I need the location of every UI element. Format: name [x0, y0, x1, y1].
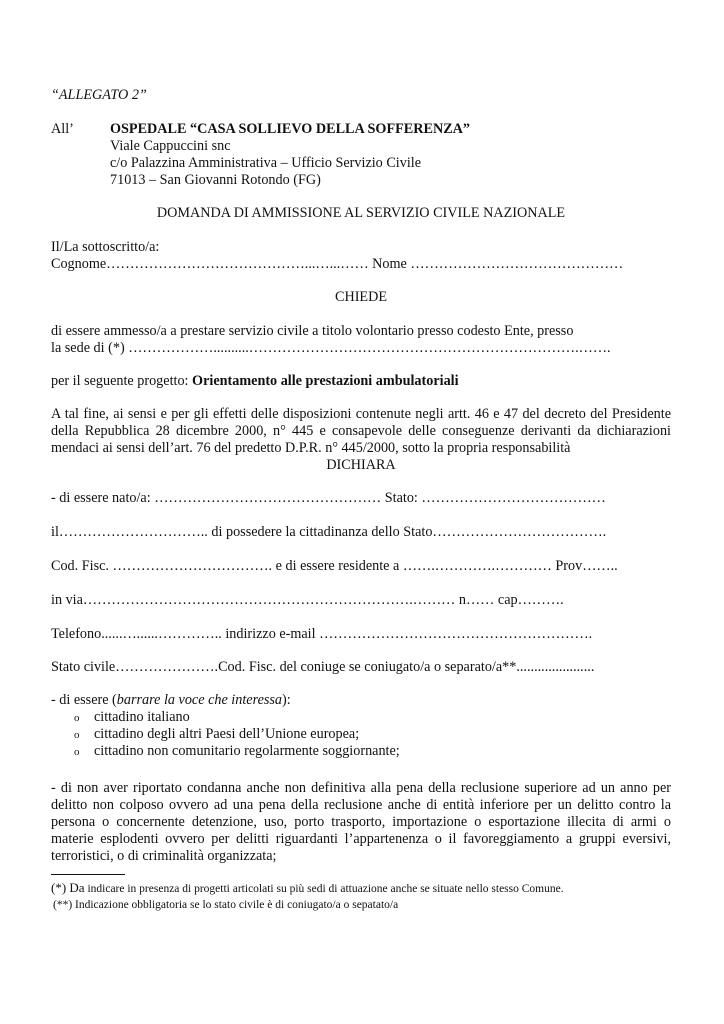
annex-label: “ALLEGATO 2” — [51, 87, 147, 103]
declaration-intro: A tal fine, ai sensi e per gli effetti delle disposizioni contenute negli artt. 46 e 47 del decreto del Presidente della Repubblica 28 dicembre 2000, n° 445 e consapevole delle conseguenze derivanti da dichiarazioni mendaci ai sensi dell’art. 76 del predetto D.P.R. n° 445/2000, sotto la propria responsabilità — [51, 406, 671, 456]
citizenship-choice-label: - di essere (barrare la voce che interessa): — [51, 692, 291, 708]
footnote-divider — [51, 874, 125, 875]
residence-field[interactable]: Cod. Fisc. ……………………………. e di essere residente a …….………….………… Prov…….. — [51, 558, 618, 574]
checkbox-circle-icon[interactable]: o — [74, 712, 80, 724]
recipient-office: c/o Palazzina Amministrativa – Ufficio Servizio Civile — [110, 155, 422, 171]
phone-email-field[interactable]: Telefono......…......………….. indirizzo e-mail …………………………………………………. — [51, 626, 593, 642]
recipient-name: OSPEDALE “CASA SOLLIEVO DELLA SOFFERENZA” — [110, 121, 471, 137]
choice-instruction: barrare la voce che interessa — [116, 692, 283, 708]
document-title: DOMANDA DI AMMISSIONE AL SERVIZIO CIVILE NAZIONALE — [156, 205, 566, 221]
request-heading: CHIEDE — [334, 289, 387, 305]
option-non-eu[interactable]: o cittadino non comunitario regolarmente soggiornante; — [74, 743, 400, 759]
option-eu[interactable]: o cittadino degli altri Paesi dell’Unione europea; — [74, 726, 360, 742]
civil-status-field[interactable]: Stato civile………………….Cod. Fisc. del coniuge se coniugato/a o separato/a**...................... — [51, 659, 595, 675]
citizenship-field[interactable]: il………………………….. di possedere la cittadinanza dello Stato………………………………. — [51, 524, 607, 540]
checkbox-circle-icon[interactable]: o — [74, 729, 80, 741]
project-name: Orientamento alle prestazioni ambulatoriali — [192, 373, 459, 389]
surname-name-field[interactable]: Cognome……………………………………...…...…… Nome ……………………………………… — [51, 256, 624, 272]
address-to-label: All’ — [51, 121, 74, 137]
birth-field[interactable]: - di essere nato/a: ………………………………………… Stato: ………………………………… — [51, 490, 606, 506]
conviction-clause: - di non aver riportato condanna anche non definitiva alla pena della reclusione superiore ad un anno per delitto non colposo ovvero ad una pena della reclusione anche di entità inferiore per un delitto contro la persona o concernente detenzione, uso, porto trasporto, importazione o esportazione illecita di armi o materie esplodenti ovvero per delitti riguardanti l’appartenenza o il favoreggiamento a gruppi eversivi, terroristici, o di criminalità organizzata; — [51, 780, 671, 864]
street-field[interactable]: in via…………………………………………………………….……… n…… cap………. — [51, 592, 564, 608]
request-line-1: di essere ammesso/a a prestare servizio civile a titolo volontario presso codesto Ente, presso — [51, 323, 574, 339]
option-italian[interactable]: o cittadino italiano — [74, 709, 190, 725]
recipient-street: Viale Cappuccini snc — [110, 138, 231, 154]
footnote-1: (*) Da indicare in presenza di progetti articolati su più sedi di attuazione anche se situate nello stesso Comune. — [51, 880, 564, 895]
declares-heading: DICHIARA — [326, 457, 396, 473]
recipient-city: 71013 – San Giovanni Rotondo (FG) — [110, 172, 321, 188]
footnote-2: (**) Indicazione obbligatoria se lo stato civile è di coniugato/a o sepatato/a — [53, 899, 399, 911]
project-line — [51, 373, 459, 390]
undersigned-label: Il/La sottoscritto/a: — [51, 239, 160, 255]
checkbox-circle-icon[interactable]: o — [74, 746, 80, 758]
site-field[interactable]: la sede di (*) ………………..........…………………………………………………………….……. — [51, 340, 611, 356]
project-prefix: per il seguente progetto: — [51, 373, 193, 389]
